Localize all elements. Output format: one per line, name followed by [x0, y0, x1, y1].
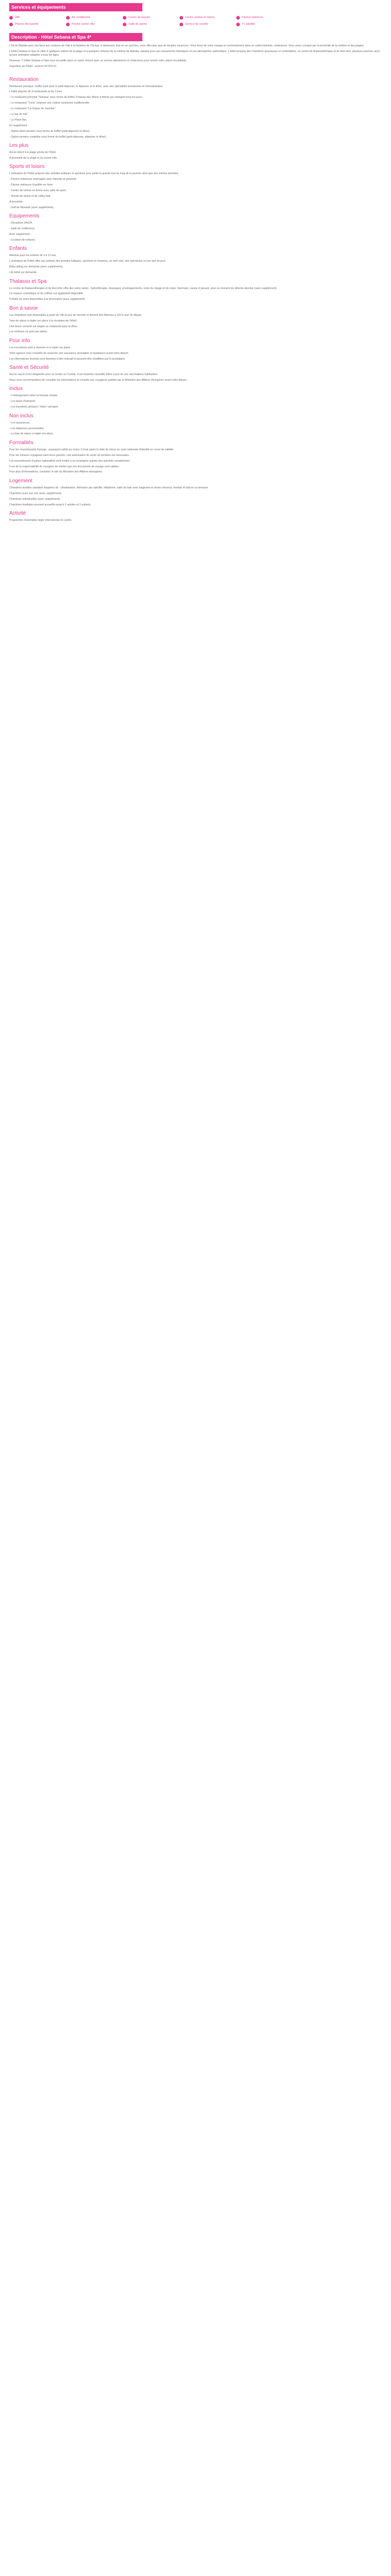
formalites-paragraph: Pour les mineurs voyageant sans leurs parents, une autorisation de sortie du territoire est nécessaire.: [9, 453, 130, 457]
plus-title: Les plus: [9, 143, 29, 149]
enfants-paragraph: Baby-sitting sur demande (avec supplément).: [9, 265, 63, 269]
plus-section: [9, 151, 382, 160]
restauration-title: Restauration: [9, 76, 39, 82]
enfants-paragraph: Miniclub pour les enfants de 4 à 12 ans.: [9, 254, 57, 258]
equipements-paragraph: Avec supplément :: [9, 233, 31, 236]
pool-icon: [236, 16, 240, 20]
services-list: [9, 14, 329, 28]
service-label: Piscine intérieure: [242, 15, 264, 19]
service-label: Salle de sports: [128, 22, 147, 26]
service-item: [66, 14, 123, 21]
equipements-paragraph: - Réception 24h/24.: [9, 222, 33, 225]
service-label: Wifi: [15, 15, 20, 19]
bon-savoir-title: Bon à savoir: [9, 305, 38, 311]
thalasso-title: Thalasso et Spa: [9, 278, 47, 284]
restauration-section: [9, 85, 382, 140]
service-item: [236, 14, 293, 21]
sports-paragraph: - Golf de Monastir (avec supplément).: [9, 206, 54, 209]
formalites-paragraph: Les ressortissants d'autres nationalités sont invités à se renseigner auprès des autorités compétentes.: [9, 459, 131, 463]
bon-savoir-paragraph: Les chambres sont disponibles à partir de 14h le jour de l'arrivée et doivent être libérées à 12h le jour du départ.: [9, 313, 142, 317]
service-label: Centre remise en forme: [185, 15, 215, 19]
restauration-paragraph: - Option demi-pension sous forme de buffet (petit-déjeuner et dîner).: [9, 129, 90, 133]
service-item: [9, 14, 66, 21]
service-label: Air conditionné: [72, 15, 90, 19]
tv-icon: [236, 23, 240, 26]
logement-section: [9, 486, 382, 507]
logement-paragraph: Chambres doubles standard équipées de : climatisation, télévision par satellite, téléphone, salle de bain avec baignoire et sèche-cheveux, minibar et balcon ou terrasse.: [9, 486, 209, 489]
logement-title: Logement: [9, 478, 32, 484]
service-item: [180, 14, 236, 21]
enfants-paragraph: Lits bébé sur demande.: [9, 271, 38, 275]
logement-paragraph: Chambres familiales pouvant accueillir jusqu'à 2 adultes et 2 enfants.: [9, 503, 91, 506]
sports-paragraph: - Piscine intérieure chauffée en hiver.: [9, 183, 54, 187]
thalasso-paragraph: Un espace cosmétique et de coiffure est également disponible.: [9, 292, 84, 296]
equipements-paragraph: - Location de voitures.: [9, 238, 36, 242]
sports-paragraph: A proximité :: [9, 200, 24, 204]
bon-savoir-paragraph: Les animaux ne sont pas admis.: [9, 330, 48, 334]
shuttle-icon: [180, 23, 183, 26]
non-inclus-title: Non inclus: [9, 413, 34, 419]
formalites-title: Formalités: [9, 439, 34, 446]
service-label: Proche centre ville: [72, 22, 95, 26]
service-item: [123, 14, 180, 21]
restauration-paragraph: - Le restaurant "La Gogue de Jasmine".: [9, 107, 57, 111]
sports-paragraph: - Centre de remise en forme avec salle de sport.: [9, 189, 67, 193]
logement-paragraph: Chambres individuelles (avec supplément).: [9, 497, 61, 501]
sante-paragraph: Aucun vaccin n'est obligatoire pour se rendre en Tunisie. Il est toutefois conseillé d'être à jour de ses vaccinations habituelles.: [9, 373, 158, 377]
equipements-paragraph: - Salle de conférence.: [9, 227, 36, 231]
formalites-paragraph: Pour plus d'informations, consultez le site du Ministère des Affaires étrangères.: [9, 470, 103, 474]
service-item: [66, 21, 123, 28]
sante-section: [9, 373, 382, 382]
service-item: [180, 21, 236, 28]
sante-paragraph: Nous vous recommandons de consulter les informations et conseils aux voyageurs publiés par le Ministère des Affaires étrangères avant votre départ.: [9, 378, 187, 382]
sports-paragraph: - Piscine extérieure aménagée avec transats et parasols.: [9, 178, 77, 181]
thalasso-paragraph: Forfaits de soins disponibles à la réservation (avec supplément).: [9, 298, 86, 301]
service-label: Service de navette: [185, 22, 208, 26]
enfants-title: Enfants: [9, 246, 27, 252]
activite-title: Activité: [9, 510, 26, 516]
sports-section: [9, 172, 382, 210]
restauration-paragraph: - Le Piano Bar.: [9, 118, 27, 122]
city-icon: [66, 23, 70, 26]
equipements-section: [9, 222, 382, 242]
snowflake-icon: [66, 16, 70, 20]
services-header: Services et équipements: [9, 3, 142, 11]
formalites-paragraph: Pour les ressortissants français : passeport valide au moins 3 mois après la date de retour ou carte nationale d'identité en cours de validité.: [9, 448, 174, 451]
sante-title: Santé et Sécurité: [9, 365, 49, 371]
inclus-section: [9, 394, 382, 409]
pour-info-section: [9, 346, 382, 361]
restauration-paragraph: L'hôtel dispose de 3 restaurants et de 2 bars :: [9, 90, 64, 94]
non-inclus-paragraph: - Les dépenses personnelles.: [9, 427, 44, 430]
enfants-paragraph: L'animation de l'hôtel offre aux enfants des activités ludiques, sportives et créatives, un mini club, des spectacles et une aire de jeux.: [9, 260, 167, 263]
pool-outdoor-icon: [9, 23, 13, 26]
service-label: Tv satellite: [242, 22, 255, 26]
thalasso-paragraph: Le centre de thalassothérapie et de bien-être offre des soins variés : hydrothérapie, massages, enveloppements, soins du visage et du corps, hammam, sauna et jacuzzi, pour un moment de détente absolue (avec supplément).: [9, 286, 278, 290]
service-label: Piscine découverte: [15, 22, 39, 26]
sports-paragraph: - Terrain de tennis et de volley-ball.: [9, 195, 51, 198]
inclus-paragraph: - Les transferts aéroport / hôtel / aéroport.: [9, 405, 59, 409]
service-item: [123, 21, 180, 28]
description-paragraph: L'île de Mahdia avec ses lieux aux couleurs de l'été à la frontière de l'Océan, à Hammam, tout en un seul lieu, vous offre plus que de simples vacances ! Vous ferez de votre voyage un enchantement dans un cadre intimiste, chaleureux. Vous serez conquis par la proximité de la médina et des plages.: [9, 44, 365, 47]
pour-info-paragraph: Les excursions sont à réserver et à régler sur place.: [9, 346, 71, 349]
restauration-paragraph: - Le restaurant "Tunis" propose une cuisine tunisienne traditionnelle.: [9, 101, 90, 105]
thalasso-section: [9, 287, 382, 302]
bon-savoir-section: [9, 314, 382, 334]
non-inclus-paragraph: - La taxe de séjour à régler sur place.: [9, 432, 54, 436]
wifi-icon: [9, 16, 13, 20]
activite-paragraph: Programme d'animation léger international en soirée.: [9, 518, 72, 522]
bon-savoir-paragraph: Taxe de séjour à régler sur place à la réception de l'hôtel.: [9, 319, 77, 323]
non-inclus-section: [9, 421, 382, 436]
restauration-paragraph: - Le bar du hall.: [9, 113, 28, 116]
pour-info-paragraph: Votre agence vous conseille de souscrire une assurance annulation et assistance avant votre départ.: [9, 351, 129, 355]
service-label: Centre de beauté: [128, 15, 150, 19]
pour-info-paragraph: Les informations fournies sont données à titre indicatif et peuvent être modifiées par le prestataire.: [9, 357, 126, 361]
restauration-paragraph: En supplément :: [9, 124, 29, 127]
service-item: [9, 21, 66, 28]
description-paragraph: Superficie de l'hôtel : environ 40 000 m².: [9, 65, 57, 69]
description-paragraph: L'Hôtel Sebana et Spa se situe à quelques mètres de la plage et à quelques minutes de la médina de Mahdia, réputée pour ses monuments historiques et son atmosphère authentique. L'hôtel propose des chambres spacieuses et confortables, un centre de thalassothérapie et de bien-être, plusieurs piscines ainsi qu'une animation adaptée à tous les âges.: [9, 49, 380, 57]
logement-paragraph: Chambres avec vue mer (avec supplément).: [9, 492, 62, 495]
inclus-paragraph: - L'hébergement selon la formule choisie.: [9, 394, 58, 398]
inclus-title: Inclus: [9, 386, 23, 392]
restauration-paragraph: - Option pension complète sous forme de buffet (petit-déjeuner, déjeuner et dîner).: [9, 135, 107, 139]
activite-section: [9, 519, 382, 522]
formalites-paragraph: Il est de la responsabilité du voyageur de vérifier que ses documents de voyage sont valides.: [9, 465, 120, 468]
plus-paragraph: Accès direct à la plage privée de l'hôtel.: [9, 151, 57, 155]
restauration-paragraph: - Le restaurant principal "Sebana" sous forme de buffet. Propose des dîners à thème qui changent tous les jours.: [9, 96, 143, 99]
sports-icon: [123, 23, 126, 26]
pour-info-title: Pour info: [9, 337, 30, 344]
bon-savoir-paragraph: Une tenue correcte est exigée au restaurant pour le dîner.: [9, 325, 78, 328]
sports-title: Sports et loisirs: [9, 164, 45, 170]
formalites-section: [9, 448, 382, 474]
beauty-icon: [123, 16, 126, 20]
equipements-title: Equipements: [9, 213, 40, 219]
description-header: Description - Hôtel Sebana et Spa 4*: [9, 33, 142, 41]
non-inclus-paragraph: - Les assurances.: [9, 421, 30, 425]
description-section: [9, 44, 382, 69]
restauration-paragraph: Restaurant principal : buffet varié pour le petit-déjeuner, le déjeuner et le dîner, avec des spécialités tunisiennes et internationales.: [9, 84, 164, 88]
inclus-paragraph: - Les taxes d'aéroport.: [9, 400, 36, 403]
sports-paragraph: L'animation de l'hôtel propose des activités ludiques et sportives pour petits et grands tout au long de la journée ainsi que des soirées animées.: [9, 172, 179, 176]
page: [0, 0, 391, 524]
enfants-section: [9, 254, 382, 275]
description-paragraph: Nouveau ! L'Hôtel Sebana et Spa vous accueille dans un cadre rénové avec un service attentionné et chaleureux pour rendre votre séjour inoubliable.: [9, 59, 187, 63]
plus-paragraph: A proximité de la plage et du centre-ville.: [9, 157, 58, 160]
dumbbell-icon: [180, 16, 183, 20]
service-item: [236, 21, 293, 28]
